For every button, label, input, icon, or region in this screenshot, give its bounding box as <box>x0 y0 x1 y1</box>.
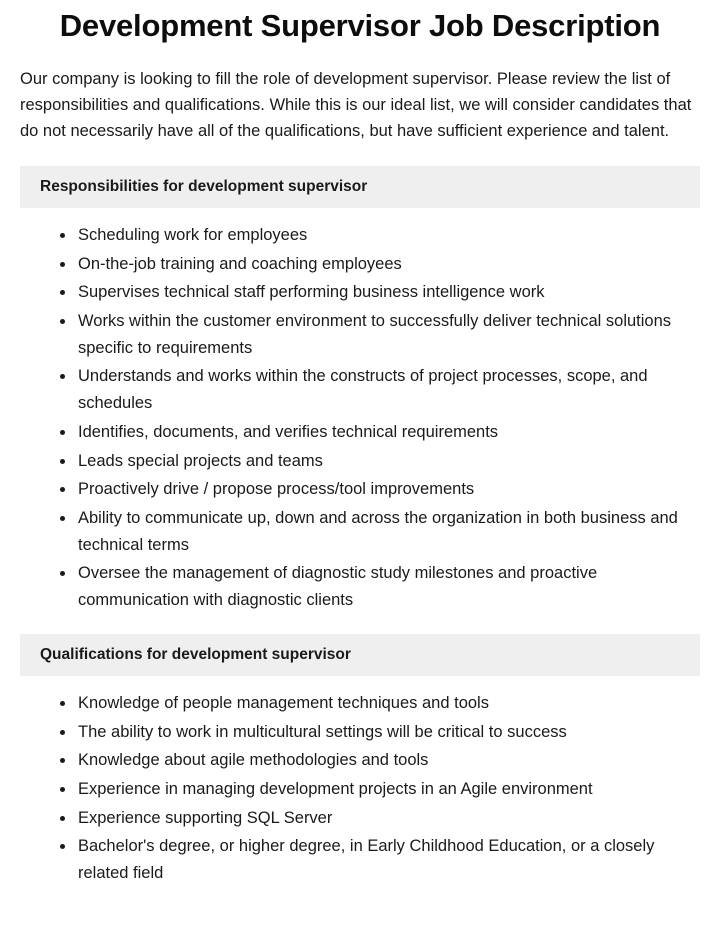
list-item: Oversee the management of diagnostic study milestones and proactive communication with diagnostic clients <box>60 560 700 613</box>
responsibilities-heading: Responsibilities for development supervisor <box>20 166 700 208</box>
page-title: Development Supervisor Job Description <box>59 8 661 43</box>
list-item: Knowledge of people management techniques and tools <box>60 690 700 717</box>
list-item: Experience in managing development projects in an Agile environment <box>60 776 700 803</box>
intro-paragraph: Our company is looking to fill the role of development supervisor. Please review the list of responsibilities and qualifications. While this is our ideal list, we will consider candidates that do not necessarily have all of the qualifications, but have sufficient experience and talent. <box>20 69 692 140</box>
list-item: Works within the customer environment to successfully deliver technical solutions specific to requirements <box>60 308 700 361</box>
job-description-page <box>0 8 720 887</box>
qualifications-section <box>20 634 700 887</box>
qualifications-list <box>20 690 700 887</box>
list-item: Ability to communicate up, down and across the organization in both business and technical terms <box>60 505 700 558</box>
list-item: Knowledge about agile methodologies and tools <box>60 747 700 774</box>
qualifications-heading: Qualifications for development supervisor <box>20 634 700 676</box>
responsibilities-list <box>20 222 700 614</box>
list-item: The ability to work in multicultural settings will be critical to success <box>60 719 700 746</box>
list-item: Proactively drive / propose process/tool improvements <box>60 476 700 503</box>
list-item: Supervises technical staff performing business intelligence work <box>60 279 700 306</box>
list-item: Bachelor's degree, or higher degree, in Early Childhood Education, or a closely related field <box>60 833 700 886</box>
list-item: Scheduling work for employees <box>60 222 700 249</box>
list-item: Understands and works within the constructs of project processes, scope, and schedules <box>60 363 700 416</box>
list-item: Identifies, documents, and verifies technical requirements <box>60 419 700 446</box>
responsibilities-section <box>20 166 700 614</box>
list-item: Leads special projects and teams <box>60 448 700 475</box>
list-item: Experience supporting SQL Server <box>60 805 700 832</box>
list-item: On-the-job training and coaching employees <box>60 251 700 278</box>
